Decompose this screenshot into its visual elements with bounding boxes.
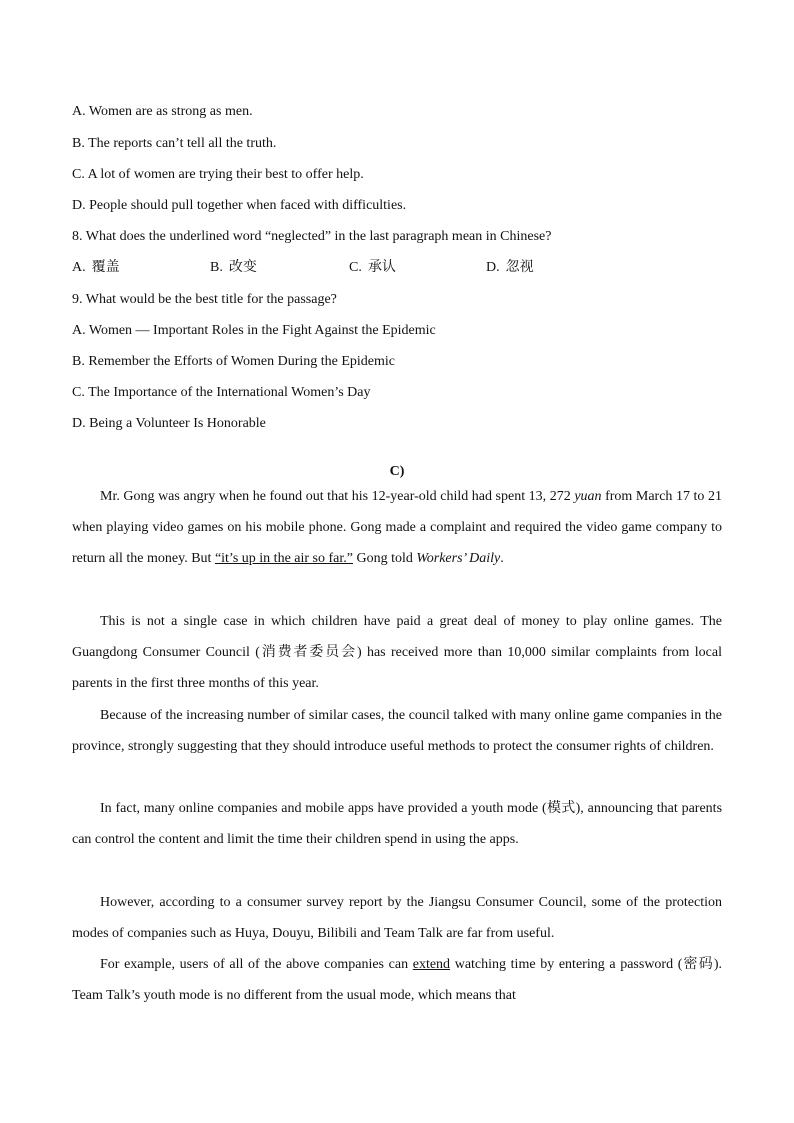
- section-c-heading: C): [389, 464, 405, 479]
- q7-option-a: A. Women are as strong as men.: [72, 104, 253, 119]
- passage-paragraph-6: [72, 949, 722, 1011]
- p6-chinese: 密码: [682, 956, 714, 972]
- q9-option-d: D. Being a Volunteer Is Honorable: [72, 416, 266, 431]
- q7-option-c: C. A lot of women are trying their best to offer help.: [72, 167, 364, 182]
- p2-text-1: This is not a single case in which children have paid a great deal of money to play online games. The Guangdong Consumer Council (: [72, 614, 722, 661]
- q8-option-d-letter: D.: [486, 260, 500, 275]
- p1-yuan: yuan: [574, 489, 602, 504]
- passage-paragraph-4: [72, 793, 722, 855]
- q8-option-a: [72, 256, 120, 279]
- q9-option-a: A. Women — Important Roles in the Fight Against the Epidemic: [72, 323, 436, 338]
- q7-option-d: D. People should pull together when faced with difficulties.: [72, 198, 407, 213]
- p4-text-1: In fact, many online companies and mobile apps have provided a youth mode (: [100, 801, 547, 816]
- p1-text-3: Gong told: [352, 551, 417, 567]
- q8-option-c: [349, 256, 396, 279]
- q8-option-a-letter: A.: [72, 260, 86, 275]
- p6-underlined-word: extend: [412, 957, 451, 972]
- passage-paragraph-5: However, according to a consumer survey report by the Jiangsu Consumer Council, some of the protection modes of companies such as Huya, Douyu, Bilibili and Team Talk are far from useful.: [72, 895, 722, 942]
- p4-chinese: 模式: [546, 800, 576, 816]
- passage-paragraph-2: [72, 606, 722, 700]
- q8-options: [72, 256, 722, 278]
- q8-option-c-letter: C.: [349, 260, 362, 275]
- p1-text-4: .: [500, 551, 504, 567]
- p2-chinese: 消费者委员会: [259, 644, 357, 661]
- q9-option-b: B. Remember the Efforts of Women During the Epidemic: [72, 354, 396, 369]
- p1-source: Workers’ Daily: [416, 551, 501, 567]
- q8-option-d: [486, 256, 534, 279]
- q8-option-b-text: 改变: [228, 259, 257, 275]
- q8-stem: 8. What does the underlined word “neglected” in the last paragraph mean in Chinese?: [72, 229, 552, 244]
- passage-paragraph-3: Because of the increasing number of similar cases, the council talked with many online game companies in the province, strongly suggesting that they should introduce useful methods to protect the consumer rights of children.: [72, 708, 722, 755]
- p1-text-1: Mr. Gong was angry when he found out that his 12-year-old child had spent 13, 272: [100, 489, 575, 504]
- q8-option-b: [210, 256, 257, 279]
- q7-option-b: B. The reports can’t tell all the truth.: [72, 136, 277, 151]
- q9-option-c: C. The Importance of the International Women’s Day: [72, 385, 371, 400]
- q8-option-d-text: 忽视: [505, 259, 534, 275]
- p1-text-2: from March 17 to 21 when playing video games on his mobile phone. Gong made a complaint and required the video game company to return all the money. But: [72, 489, 722, 567]
- q9-stem: 9. What would be the best title for the passage?: [72, 292, 337, 307]
- passage-paragraph-1: [72, 481, 722, 575]
- q8-option-b-letter: B.: [210, 260, 223, 275]
- p6-text-1: For example, users of all of the above companies can: [100, 957, 413, 972]
- q8-option-c-text: 承认: [367, 259, 396, 275]
- p4-text-2: ), announcing that parents can control the content and limit the time their children spend in using the apps.: [72, 801, 723, 848]
- q8-option-a-text: 覆盖: [91, 259, 120, 275]
- p2-text-2: ) has received more than 10,000 similar complaints from local parents in the first three months of this year.: [72, 645, 723, 692]
- p1-underlined-quote: “it’s up in the air so far.”: [214, 551, 353, 567]
- p6-text-2: watching time by entering a password (: [450, 957, 683, 972]
- p6-text-3: ). Team Talk’s youth mode is no different from the usual mode, which means that: [72, 957, 723, 1004]
